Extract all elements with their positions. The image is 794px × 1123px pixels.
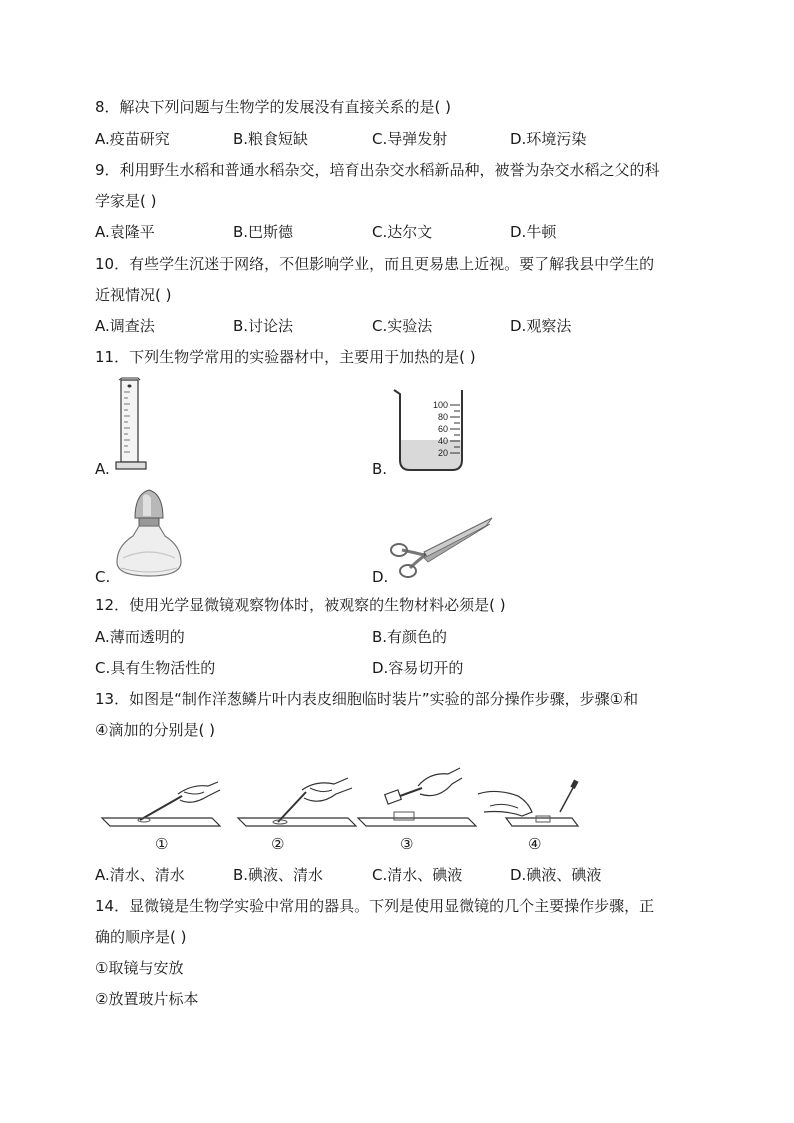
q8-option-c: C.导弹发射 xyxy=(372,130,448,148)
q11-option-d: D. xyxy=(372,568,389,586)
graduated-cylinder-image xyxy=(112,378,152,474)
q10-option-a: A.调查法 xyxy=(95,317,155,335)
q12-stem: 12．使用光学显微镜观察物体时，被观察的生物材料必须是( ) xyxy=(95,596,506,614)
q13-option-a: A.清水、清水 xyxy=(95,866,185,884)
q13-option-d: D.碘液、碘液 xyxy=(510,866,602,884)
q11-option-a: A. xyxy=(95,460,110,478)
step-3-label: ③ xyxy=(400,835,414,853)
q13-option-c: C.清水、碘液 xyxy=(372,866,463,884)
step-1-label: ① xyxy=(155,835,169,853)
q9-option-b: B.巴斯德 xyxy=(233,223,294,241)
beaker-scale-20: 20 xyxy=(437,448,448,458)
beaker-scale-100: 100 xyxy=(432,400,448,410)
q9-option-a: A.袁隆平 xyxy=(95,223,155,241)
scissors-image xyxy=(388,514,494,580)
q8-option-d: D.环境污染 xyxy=(510,130,587,148)
q12-option-b: B.有颜色的 xyxy=(372,628,448,646)
q10-stem-line2: 近视情况( ) xyxy=(95,286,172,304)
step-3-illustration xyxy=(356,768,481,834)
q12-option-a: A.薄而透明的 xyxy=(95,628,185,646)
q9-option-c: C.达尔文 xyxy=(372,223,433,241)
q10-option-b: B.讨论法 xyxy=(233,317,294,335)
q8-option-a: A.疫苗研究 xyxy=(95,130,170,148)
step-2-label: ② xyxy=(271,835,285,853)
q9-option-d: D.牛顿 xyxy=(510,223,557,241)
beaker-scale-60: 60 xyxy=(437,424,448,434)
step-4-illustration xyxy=(476,776,586,834)
q9-stem-line1: 9．利用野生水稻和普通水稻杂交，培育出杂交水稻新品种，被誉为杂交水稻之父的科 xyxy=(95,161,660,179)
step-1-illustration xyxy=(100,778,225,834)
q11-stem: 11．下列生物学常用的实验器材中，主要用于加热的是( ) xyxy=(95,348,476,366)
q13-stem-line1: 13．如图是“制作洋葱鳞片叶内表皮细胞临时装片”实验的部分操作步骤，步骤①和 xyxy=(95,690,639,708)
q11-option-b: B. xyxy=(372,460,388,478)
step-4-label: ④ xyxy=(528,835,542,853)
step-2-illustration xyxy=(236,778,361,834)
q8-stem: 8．解决下列问题与生物学的发展没有直接关系的是( ) xyxy=(95,98,452,116)
q14-stem-line2: 确的顺序是( ) xyxy=(95,928,187,946)
q12-option-c: C.具有生物活性的 xyxy=(95,659,216,677)
beaker-image xyxy=(390,388,466,472)
q10-option-d: D.观察法 xyxy=(510,317,572,335)
q11-option-c: C. xyxy=(95,568,111,586)
q12-option-d: D.容易切开的 xyxy=(372,659,464,677)
q13-option-b: B.碘液、清水 xyxy=(233,866,324,884)
beaker-scale-80: 80 xyxy=(437,412,448,422)
q14-step-2: ②放置玻片标本 xyxy=(95,990,199,1008)
q8-option-b: B.粮食短缺 xyxy=(233,130,309,148)
q13-stem-line2: ④滴加的分别是( ) xyxy=(95,721,215,739)
q10-stem-line1: 10．有些学生沉迷于网络，不但影响学业，而且更易患上近视。要了解我县中学生的 xyxy=(95,255,655,273)
q14-stem-line1: 14．显微镜是生物学实验中常用的器具。下列是使用显微镜的几个主要操作步骤，正 xyxy=(95,897,655,915)
q14-step-1: ①取镜与安放 xyxy=(95,959,184,977)
alcohol-lamp-image xyxy=(113,486,185,578)
beaker-scale-40: 40 xyxy=(437,436,448,446)
q10-option-c: C.实验法 xyxy=(372,317,433,335)
q9-stem-line2: 学家是( ) xyxy=(95,192,157,210)
